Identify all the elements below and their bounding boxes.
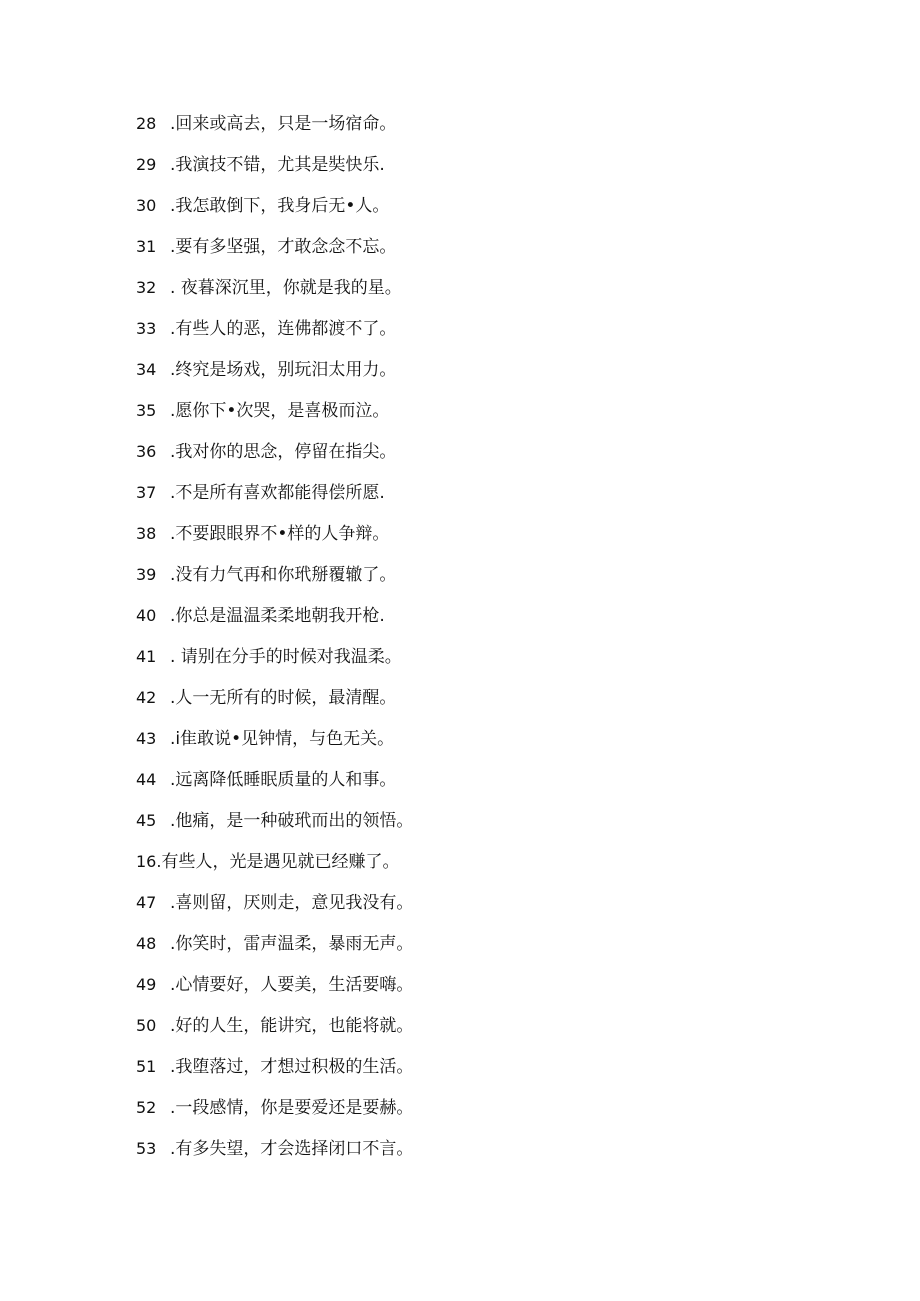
- list-item: [136, 235, 413, 276]
- list-item: [136, 563, 413, 604]
- list-item: [136, 1137, 413, 1178]
- list-item: [136, 850, 413, 891]
- list-item: [136, 891, 413, 932]
- list-item: [136, 194, 413, 235]
- item-number: 42: [136, 688, 157, 707]
- list-item: [136, 112, 413, 153]
- item-text: .没有力气再和你玳掰覆辙了。: [170, 565, 397, 585]
- list-item: [136, 399, 413, 440]
- item-text: .终究是场戏，别玩汨太用力。: [170, 360, 397, 380]
- item-number: 37: [136, 483, 157, 502]
- list-item: [136, 440, 413, 481]
- list-item: [136, 686, 413, 727]
- item-number: 41: [136, 647, 157, 666]
- item-number: 44: [136, 770, 157, 789]
- item-text: .人一无所有的时候，最清醒。: [170, 688, 397, 708]
- item-text: 有些人，光是遇见就已经赚了。: [161, 852, 400, 872]
- item-number: 30: [136, 196, 157, 215]
- item-text: .我对你的思念，停留在指尖。: [170, 442, 397, 462]
- list-item: [136, 317, 413, 358]
- item-number: 40: [136, 606, 157, 625]
- item-text: .不是所有喜欢都能得偿所愿.: [170, 483, 385, 503]
- item-number: 45: [136, 811, 157, 830]
- item-number: 16.: [136, 852, 162, 871]
- item-number: 33: [136, 319, 157, 338]
- list-item: [136, 645, 413, 686]
- item-text: . 请别在分手的时候对我温柔。: [170, 647, 402, 667]
- item-number: 49: [136, 975, 157, 994]
- item-text: .你总是温温柔柔地朝我开枪.: [170, 606, 385, 626]
- item-text: .不要跟眼界不•样的人争辩。: [170, 524, 390, 544]
- item-number: 47: [136, 893, 157, 912]
- list-item: [136, 481, 413, 522]
- list-item: [136, 604, 413, 645]
- item-text: .要有多坚强，才敢念念不忘。: [170, 237, 397, 257]
- item-number: 43: [136, 729, 157, 748]
- list-item: [136, 1055, 413, 1096]
- item-number: 32: [136, 278, 157, 297]
- item-text: .我堕落过，才想过积极的生活。: [170, 1057, 414, 1077]
- item-text: .一段感情，你是要爱还是要赫。: [170, 1098, 414, 1118]
- item-number: 51: [136, 1057, 157, 1076]
- item-number: 31: [136, 237, 157, 256]
- item-text: .你笑时，雷声温柔，暴雨无声。: [170, 934, 414, 954]
- item-number: 39: [136, 565, 157, 584]
- item-number: 53: [136, 1139, 157, 1158]
- item-text: .他痛，是一种破玳而出的领悟。: [170, 811, 414, 831]
- list-item: [136, 1096, 413, 1137]
- item-number: 29: [136, 155, 157, 174]
- list-item: [136, 973, 413, 1014]
- list-item: [136, 522, 413, 563]
- item-text: .好的人生，能讲究，也能将就。: [170, 1016, 414, 1036]
- item-text: .i隹敢说•见钟情，与色无关。: [170, 729, 395, 749]
- item-number: 36: [136, 442, 157, 461]
- list-item: [136, 276, 413, 317]
- item-text: .愿你下•次哭，是喜极而泣。: [170, 401, 390, 421]
- list-item: [136, 358, 413, 399]
- item-number: 48: [136, 934, 157, 953]
- list-item: [136, 932, 413, 973]
- list-item: [136, 809, 413, 850]
- list-item: [136, 1014, 413, 1055]
- item-number: 34: [136, 360, 157, 379]
- item-text: .我怎敢倒下，我身后无•人。: [170, 196, 390, 216]
- item-number: 50: [136, 1016, 157, 1035]
- list-item: [136, 727, 413, 768]
- item-text: . 夜暮深沉里，你就是我的星。: [170, 278, 402, 298]
- list-item: [136, 768, 413, 809]
- item-number: 38: [136, 524, 157, 543]
- item-text: .回来或高去，只是一场宿命。: [170, 114, 397, 134]
- item-number: 52: [136, 1098, 157, 1117]
- item-text: .我演技不错，尤其是奘快乐.: [170, 155, 385, 175]
- item-text: .有些人的恶，连佛都渡不了。: [170, 319, 397, 339]
- item-number: 35: [136, 401, 157, 420]
- item-text: .心情要好，人要美，生活要嗨。: [170, 975, 414, 995]
- item-text: .有多失望，才会选择闭口不言。: [170, 1139, 414, 1159]
- item-text: .远离降低睡眠质量的人和事。: [170, 770, 397, 790]
- quote-list: [136, 112, 413, 1178]
- item-text: .喜则留，厌则走，意见我没有。: [170, 893, 414, 913]
- list-item: [136, 153, 413, 194]
- item-number: 28: [136, 114, 157, 133]
